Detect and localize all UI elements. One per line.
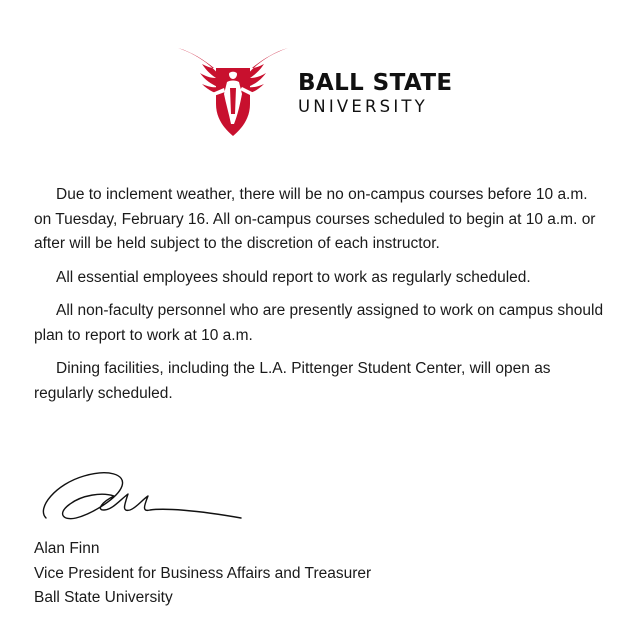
university-logo [174, 44, 464, 140]
university-wordmark [298, 70, 453, 118]
wordmark-university: UNIVERSITY [298, 97, 428, 116]
signatory-name: Alan Finn [34, 540, 100, 557]
wordmark-ball-state: BALL STATE [298, 70, 453, 96]
signature-block [34, 537, 371, 611]
announcement-body [34, 183, 604, 415]
paragraph-weather-closure: Due to inclement weather, there will be no on-campus courses before 10 a.m. on Tuesday, February 16. All on-campus courses scheduled to begin at 10 a.m. or after will be held subject to the discretion of each instructor. [34, 186, 596, 252]
signatory-title: Vice President for Business Affairs and Treasurer [34, 564, 372, 582]
paragraph-non-faculty-personnel: All non-faculty personnel who are presently assigned to work on campus should plan to report to work at 10 a.m. [34, 302, 604, 344]
paragraph-dining-facilities: Dining facilities, including the L.A. Pittenger Student Center, will open as regularly scheduled. [34, 360, 551, 402]
beneficence-emblem-icon [174, 44, 292, 140]
signatory-organization: Ball State University [34, 589, 173, 606]
paragraph-essential-employees: All essential employees should report to work as regularly scheduled. [56, 268, 531, 286]
handwritten-signature [36, 466, 246, 530]
